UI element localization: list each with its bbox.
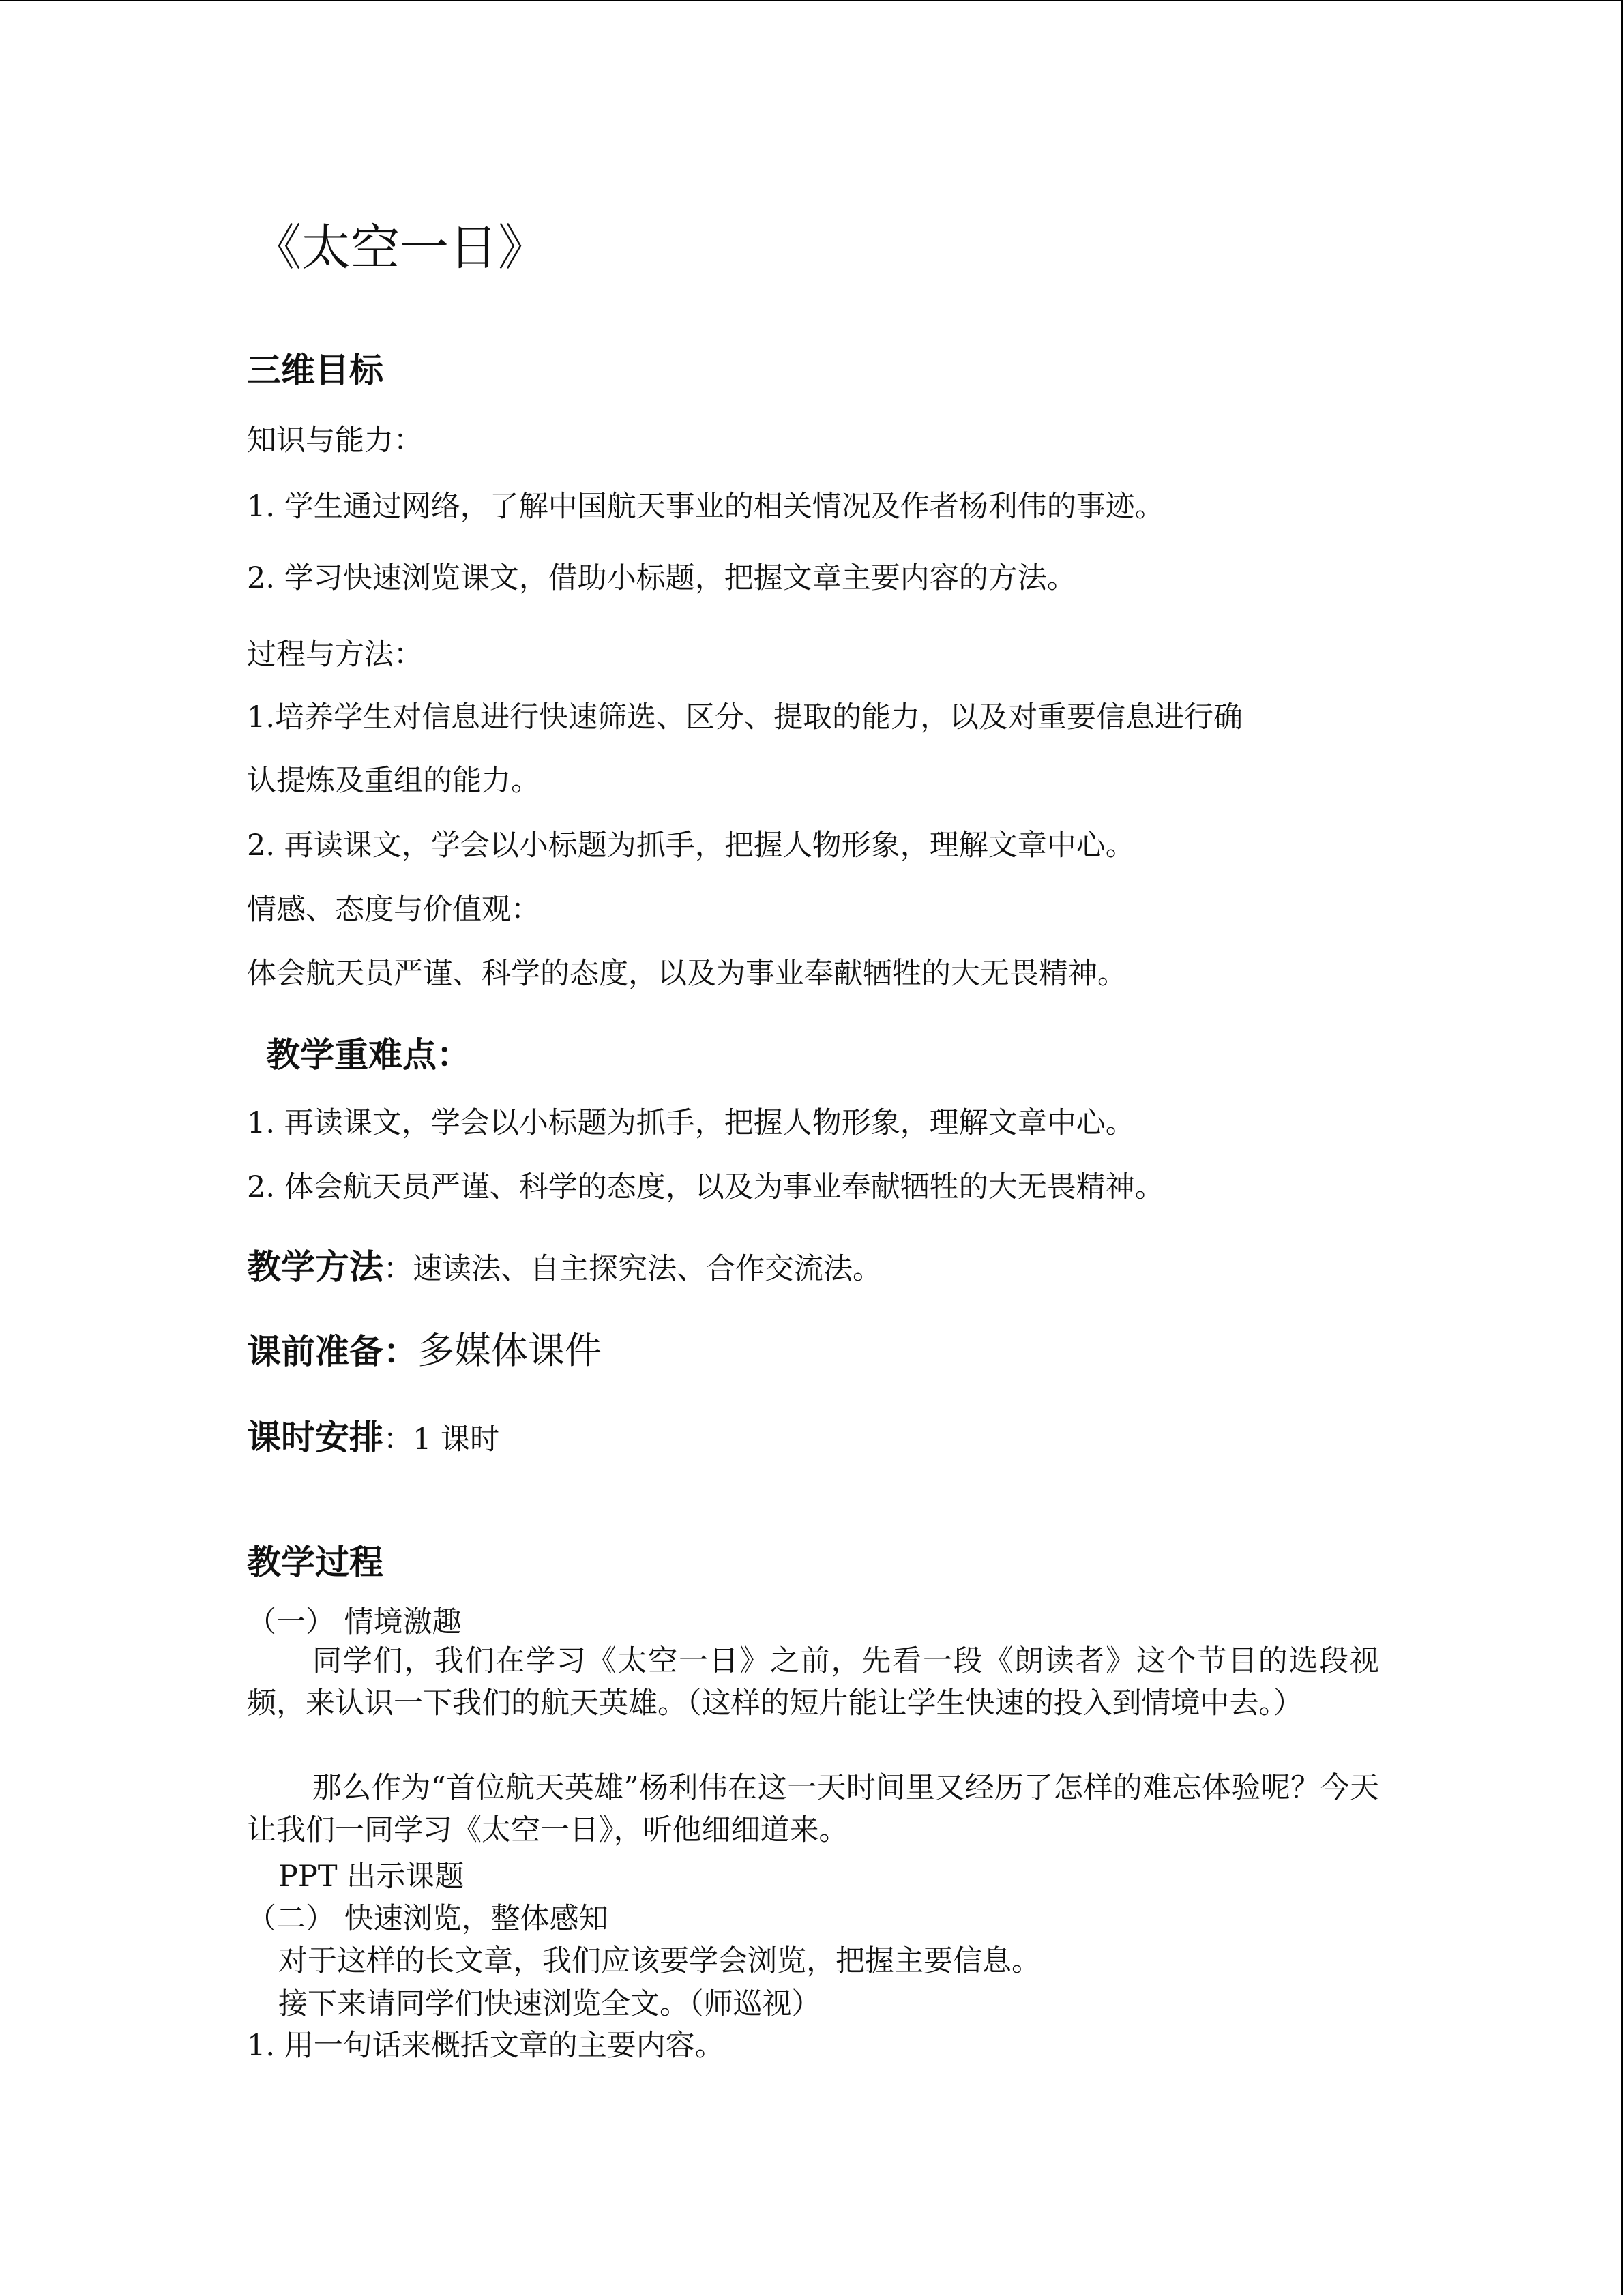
process-label: 过程与方法： — [247, 638, 423, 672]
schedule-label: 课时安排 — [247, 1418, 383, 1457]
teaching-method-label: 教学方法 — [247, 1247, 383, 1287]
objectives-heading: 三维目标 — [247, 351, 383, 390]
preparation-row — [247, 1322, 602, 1374]
process-item-2: 2. 再读课文，学会以小标题为抓手，把握人物形象，理解文章中心。 — [247, 829, 1135, 863]
preparation-label: 课前准备： — [247, 1332, 417, 1371]
step-2-question-1: 1. 用一句话来概括文章的主要内容。 — [247, 2029, 724, 2063]
step-1-title: （一） 情境激趣 — [247, 1605, 462, 1639]
document-title: 《太空一日》 — [252, 219, 548, 276]
key-point-2: 2. 体会航天员严谨、科学的态度，以及为事业奉献牺牲的大无畏精神。 — [247, 1170, 1164, 1204]
teaching-method-row — [247, 1240, 882, 1289]
schedule-row — [247, 1410, 499, 1459]
step-1-paragraph-1: 同学们，我们在学习《太空一日》之前，先看一段《朗读者》这个节目的选段视频，来认识一下我们的航天英雄。（这样的短片能让学生快速的投入到情境中去。） — [247, 1644, 1379, 1720]
process-item-1-line-2: 认提炼及重组的能力。 — [247, 764, 540, 798]
knowledge-item-2: 2. 学习快速浏览课文，借助小标题，把握文章主要内容的方法。 — [247, 561, 1076, 595]
process-item-1-line-1: 1.培养学生对信息进行快速筛选、区分、提取的能力，以及对重要信息进行确 — [247, 700, 1243, 734]
emotion-text: 体会航天员严谨、科学的态度，以及为事业奉献牺牲的大无畏精神。 — [247, 957, 1127, 991]
ppt-note: PPT 出示课题 — [278, 1860, 464, 1894]
process-heading: 教学过程 — [247, 1542, 383, 1582]
knowledge-label: 知识与能力： — [247, 423, 423, 458]
step-2-title: （二） 快速浏览，整体感知 — [247, 1902, 608, 1936]
step-2-line-2: 接下来请同学们快速浏览全文。（师巡视） — [278, 1987, 821, 2021]
emotion-label: 情感、态度与价值观： — [247, 893, 540, 927]
preparation-value: 多媒体课件 — [417, 1329, 602, 1372]
schedule-value: ：1 课时 — [383, 1422, 500, 1457]
key-point-1: 1. 再读课文，学会以小标题为抓手，把握人物形象，理解文章中心。 — [247, 1106, 1135, 1140]
step-2-line-1: 对于这样的长文章，我们应该要学会浏览，把握主要信息。 — [278, 1944, 1041, 1978]
teaching-method-value: ：速读法、自主探究法、合作交流法。 — [383, 1252, 882, 1286]
knowledge-item-1: 1. 学生通过网络，了解中国航天事业的相关情况及作者杨利伟的事迹。 — [247, 490, 1164, 524]
key-points-heading: 教学重难点： — [266, 1035, 471, 1075]
step-1-paragraph-2: 那么作为“首位航天英雄”杨利伟在这一天时间里又经历了怎样的难忘体验呢？今天让我们一同学习《太空一日》，听他细细道来。 — [247, 1771, 1379, 1847]
